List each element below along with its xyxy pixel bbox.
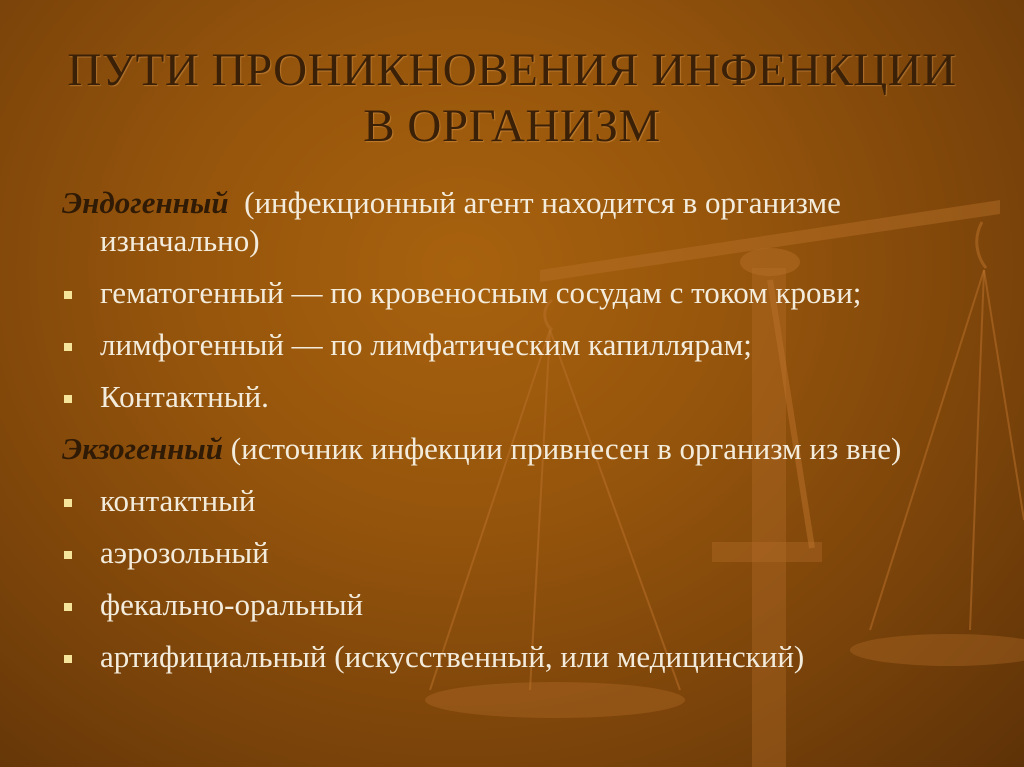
endogenous-paragraph — [62, 184, 982, 260]
list-item — [62, 534, 982, 572]
list-item — [62, 586, 982, 624]
list-item-text: лимфогенный — по лимфатическим капиллярам; — [100, 327, 752, 362]
list-item — [62, 378, 982, 416]
title-line-1: ПУТИ ПРОНИКНОВЕНИЯ ИНФЕНКЦИИ — [67, 44, 957, 96]
exogenous-paragraph — [62, 430, 982, 468]
title-line-2: В ОРГАНИЗМ — [363, 100, 661, 152]
list-item-text: гематогенный — по кровеносным сосудам с током крови; — [100, 275, 862, 310]
page-title — [40, 42, 984, 154]
exogenous-description: (источник инфекции привнесен в организм из вне) — [230, 431, 902, 466]
square-bullet-icon — [64, 499, 72, 507]
square-bullet-icon — [64, 603, 72, 611]
exogenous-term: Экзогенный — [62, 431, 224, 466]
square-bullet-icon — [64, 395, 72, 403]
list-item-text: аэрозольный — [100, 535, 269, 570]
list-item — [62, 638, 982, 676]
endogenous-description: (инфекционный агент находится в организме изначально) — [100, 185, 841, 258]
list-item — [62, 274, 982, 312]
square-bullet-icon — [64, 343, 72, 351]
list-item — [62, 482, 982, 520]
list-item-text: Контактный. — [100, 379, 269, 414]
square-bullet-icon — [64, 291, 72, 299]
square-bullet-icon — [64, 655, 72, 663]
list-item-text: контактный — [100, 483, 256, 518]
list-item-text: фекально-оральный — [100, 587, 364, 622]
list-item-text: артифициальный (искусственный, или медицинский) — [100, 639, 805, 674]
square-bullet-icon — [64, 551, 72, 559]
slide-content — [62, 184, 982, 676]
list-item — [62, 326, 982, 364]
endogenous-term: Эндогенный — [62, 185, 229, 220]
